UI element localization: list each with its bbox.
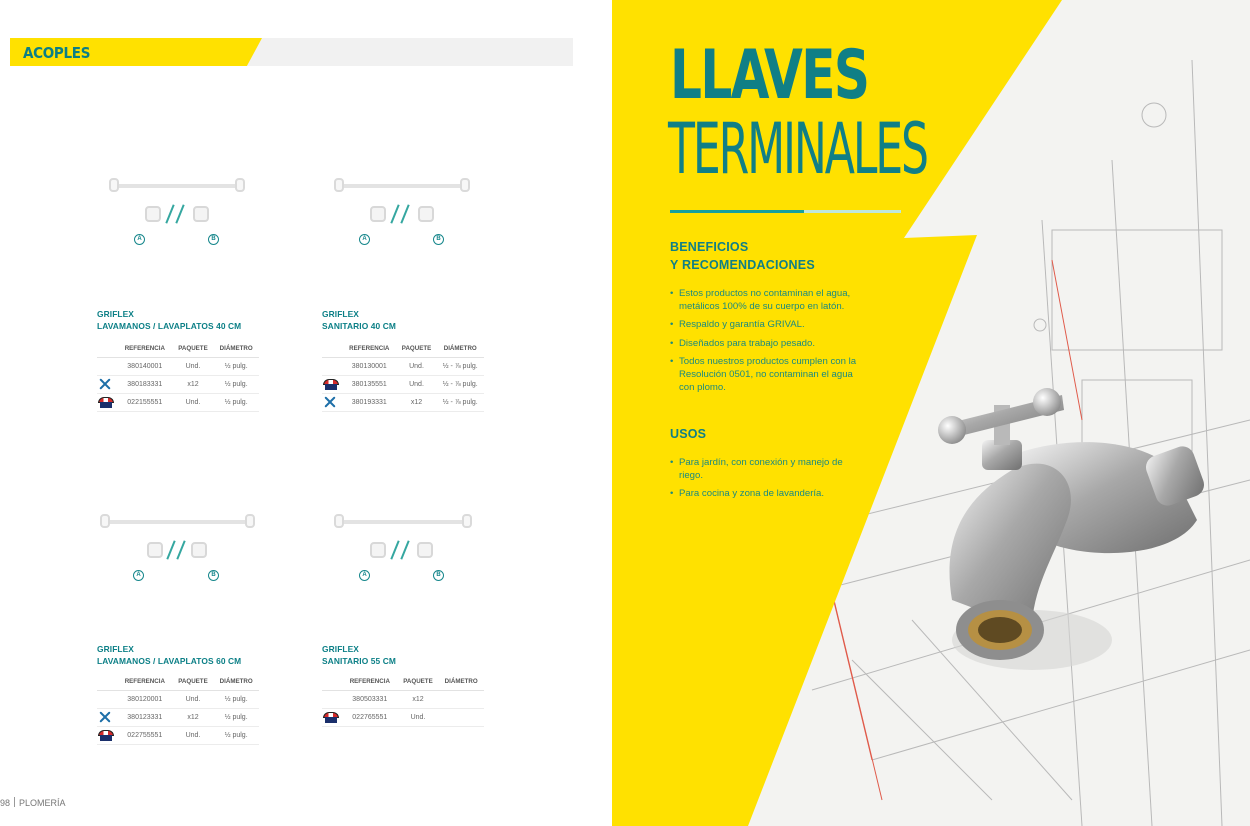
column-header-diametro: DIÁMETRO <box>436 341 484 357</box>
row-icon-cell <box>322 375 342 393</box>
benefits-heading-line1: BENEFICIOS <box>670 240 749 254</box>
hose-end-a <box>334 178 344 192</box>
list-item: • Respaldo y garantía GRIVAL. <box>670 319 860 332</box>
product-name: SANITARIO 55 CM <box>322 656 396 666</box>
row-icon-cell <box>97 690 117 708</box>
hose-line <box>339 184 467 188</box>
paquete-cell: Und. <box>398 708 439 726</box>
table-row <box>97 357 259 375</box>
hose-product-image <box>322 178 487 258</box>
fitting-a <box>370 206 386 222</box>
table-row <box>322 690 484 708</box>
marker-b: B <box>433 570 444 581</box>
fitting-b <box>417 542 433 558</box>
section-header-bar <box>10 38 573 66</box>
column-header-referencia: REFERENCIA <box>342 341 397 357</box>
product-name: LAVAMANOS / LAVAPLATOS 40 CM <box>97 321 242 331</box>
marker-b: B <box>208 234 219 245</box>
table-row <box>97 708 259 726</box>
icon-column-header <box>97 341 117 357</box>
column-header-paquete: PAQUETE <box>397 341 437 357</box>
hose-product-image <box>322 514 487 594</box>
cut-mark <box>165 204 174 223</box>
icon-column-header <box>97 674 117 690</box>
ref-cell: 022755551 <box>117 726 173 744</box>
folio-section: PLOMERÍA <box>19 798 66 808</box>
diametro-cell: ½ - ⅞ pulg. <box>436 375 484 393</box>
column-header-paquete: PAQUETE <box>173 674 214 690</box>
hose-end-b <box>462 514 472 528</box>
column-header-referencia: REFERENCIA <box>117 674 173 690</box>
list-item: • Diseñados para trabajo pesado. <box>670 338 860 351</box>
table-row <box>97 690 259 708</box>
hero-title: LLAVES <box>670 36 869 115</box>
product-brand: GRIFLEX <box>97 644 134 654</box>
paquete-cell: Und. <box>397 375 437 393</box>
paquete-cell: Und. <box>173 357 214 375</box>
ref-cell: 380130001 <box>342 357 397 375</box>
table-row <box>322 708 484 726</box>
ref-cell: 022155551 <box>117 393 173 411</box>
fitting-b <box>191 542 207 558</box>
cut-mark <box>400 540 409 559</box>
icon-column-header <box>322 674 342 690</box>
spec-table <box>322 674 484 727</box>
hose-line <box>105 520 253 524</box>
cut-mark <box>175 204 184 223</box>
hose-product-image <box>97 514 262 594</box>
list-item: • Para cocina y zona de lavandería. <box>670 488 860 501</box>
spec-table <box>97 674 259 745</box>
cut-mark <box>166 540 175 559</box>
ref-cell: 380140001 <box>117 357 173 375</box>
diametro-cell: ½ pulg. <box>213 690 259 708</box>
column-header-referencia: REFERENCIA <box>342 674 398 690</box>
section-title: ACOPLES <box>23 44 91 62</box>
uses-heading: USOS <box>670 427 707 441</box>
uses-list <box>670 457 860 507</box>
row-icon-cell <box>97 726 117 744</box>
fitting-b <box>193 206 209 222</box>
list-item: • Estos productos no contaminan el agua, metálicos 100% de su cuerpo en latón. <box>670 288 860 313</box>
benefits-heading <box>670 238 815 274</box>
ref-cell: 380183331 <box>117 375 173 393</box>
hose-end-a <box>334 514 344 528</box>
product-brand: GRIFLEX <box>322 644 359 654</box>
list-item: • Para jardín, con conexión y manejo de riego. <box>670 457 860 482</box>
ref-cell: 380120001 <box>117 690 173 708</box>
table-row <box>322 357 484 375</box>
hose-line <box>340 520 470 524</box>
column-header-diametro: DIÁMETRO <box>438 674 484 690</box>
marker-a: A <box>134 234 145 245</box>
table-row <box>322 375 484 393</box>
table-header-row <box>97 341 259 357</box>
tools-icon <box>98 711 112 723</box>
table-row <box>322 393 484 411</box>
page-number: 98 <box>0 798 11 808</box>
column-header-paquete: PAQUETE <box>173 341 214 357</box>
diametro-cell: ½ pulg. <box>213 357 259 375</box>
paquete-cell: Und. <box>173 690 214 708</box>
fitting-a <box>145 206 161 222</box>
column-header-diametro: DIÁMETRO <box>213 674 259 690</box>
table-header-row <box>322 674 484 690</box>
marker-b: B <box>433 234 444 245</box>
hero-subtitle: TERMINALES <box>668 108 927 190</box>
diametro-cell: ½ pulg. <box>213 393 259 411</box>
fitting-a <box>370 542 386 558</box>
row-icon-cell <box>322 708 342 726</box>
table-row <box>97 726 259 744</box>
paquete-cell: x12 <box>173 375 214 393</box>
marker-b: B <box>208 570 219 581</box>
title-divider <box>670 210 901 213</box>
row-icon-cell <box>97 375 117 393</box>
tools-icon <box>98 378 112 390</box>
store-icon <box>98 730 114 741</box>
product-brand: GRIFLEX <box>97 309 134 319</box>
ref-cell: 380503331 <box>342 690 398 708</box>
fitting-b <box>418 206 434 222</box>
page-folio <box>0 797 66 808</box>
table-header-row <box>322 341 484 357</box>
hose-line <box>114 184 242 188</box>
hose-product-image <box>97 178 262 258</box>
paquete-cell: Und. <box>173 726 214 744</box>
folio-separator <box>14 797 15 807</box>
paquete-cell: x12 <box>173 708 214 726</box>
paquete-cell: x12 <box>397 393 437 411</box>
marker-a: A <box>359 234 370 245</box>
product-brand: GRIFLEX <box>322 309 359 319</box>
table-row <box>97 393 259 411</box>
icon-column-header <box>322 341 342 357</box>
ref-cell: 380193331 <box>342 393 397 411</box>
marker-a: A <box>359 570 370 581</box>
diametro-cell <box>438 690 484 708</box>
cut-mark <box>390 540 399 559</box>
spec-table <box>97 341 259 412</box>
cut-mark <box>176 540 185 559</box>
hose-end-b <box>245 514 255 528</box>
cut-mark <box>390 204 399 223</box>
benefits-list <box>670 288 860 400</box>
table-row <box>97 375 259 393</box>
store-icon <box>323 379 339 390</box>
cut-mark <box>400 204 409 223</box>
diametro-cell: ½ - ⅞ pulg. <box>436 393 484 411</box>
ref-cell: 022765551 <box>342 708 398 726</box>
row-icon-cell <box>97 393 117 411</box>
marker-a: A <box>133 570 144 581</box>
fitting-a <box>147 542 163 558</box>
ref-cell: 380123331 <box>117 708 173 726</box>
product-name: LAVAMANOS / LAVAPLATOS 60 CM <box>97 656 242 666</box>
diametro-cell: ½ - ⅞ pulg. <box>436 357 484 375</box>
diametro-cell: ½ pulg. <box>213 708 259 726</box>
paquete-cell: Und. <box>397 357 437 375</box>
row-icon-cell <box>322 690 342 708</box>
diametro-cell: ½ pulg. <box>213 375 259 393</box>
tools-icon <box>323 396 337 408</box>
diametro-cell: ½ pulg. <box>213 726 259 744</box>
right-page <box>612 0 1250 826</box>
hose-end-b <box>235 178 245 192</box>
product-name: SANITARIO 40 CM <box>322 321 396 331</box>
row-icon-cell <box>322 393 342 411</box>
row-icon-cell <box>97 357 117 375</box>
store-icon <box>98 397 114 408</box>
paquete-cell: Und. <box>173 393 214 411</box>
left-page <box>0 0 612 826</box>
benefits-heading-line2: Y RECOMENDACIONES <box>670 258 815 272</box>
row-icon-cell <box>97 708 117 726</box>
hose-end-b <box>460 178 470 192</box>
row-icon-cell <box>322 357 342 375</box>
store-icon <box>323 712 339 723</box>
column-header-referencia: REFERENCIA <box>117 341 173 357</box>
column-header-paquete: PAQUETE <box>398 674 439 690</box>
hose-end-a <box>109 178 119 192</box>
table-header-row <box>97 674 259 690</box>
paquete-cell: x12 <box>398 690 439 708</box>
hose-end-a <box>100 514 110 528</box>
list-item: • Todos nuestros productos cumplen con la Resolución 0501, no contaminan el agua con plomo. <box>670 356 860 394</box>
column-header-diametro: DIÁMETRO <box>213 341 259 357</box>
spec-table <box>322 341 484 412</box>
diametro-cell <box>438 708 484 726</box>
ref-cell: 380135551 <box>342 375 397 393</box>
